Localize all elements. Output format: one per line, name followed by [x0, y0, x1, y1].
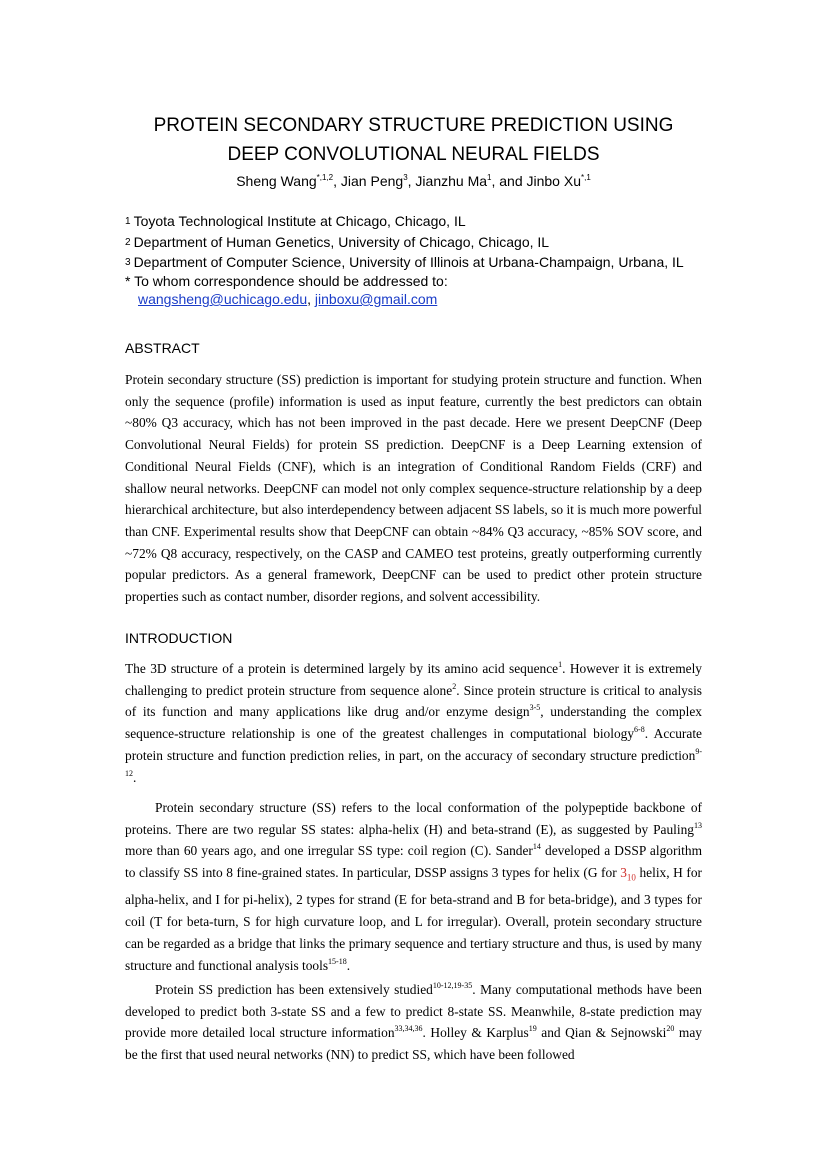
correspondence-text: * To whom correspondence should be addressed to:	[125, 273, 448, 289]
citation: 10-12,19-35	[432, 981, 473, 990]
author-list	[100, 172, 727, 190]
citation: 20	[666, 1024, 675, 1034]
subscript: 10	[626, 872, 636, 883]
text-run: may be the first that used neural networks (NN) to predict SS, which have been followed	[125, 1025, 702, 1063]
citation: 15-18	[328, 956, 347, 966]
author-separator: ,	[333, 173, 341, 189]
text-run: . Accurate protein structure and function prediction relies, in part, on the accuracy of secondary structure prediction	[125, 726, 703, 763]
text-run: .	[346, 957, 351, 973]
intro-paragraph-2	[125, 797, 702, 976]
text-run: Protein SS prediction has been extensively studied	[155, 982, 433, 997]
text-run: The 3D structure of a protein is determined largely by its amino acid sequence	[125, 661, 559, 676]
author-separator: ,	[407, 173, 416, 189]
correspondence-note	[125, 272, 725, 308]
affiliation-text: Department of Computer Science, University of Illinois at Urbana-Champaign, Urbana, IL	[133, 254, 684, 270]
intro-paragraph-1	[125, 658, 702, 788]
email-link-wang[interactable]: wangsheng@uchicago.edu	[138, 291, 308, 307]
author-name: Sheng Wang	[236, 173, 317, 189]
text-run: . However it is extremely challenging to predict protein structure from sequence alone	[125, 661, 702, 698]
text-run: and Qian & Sejnowski	[536, 1025, 667, 1041]
author-separator: , and	[491, 173, 527, 189]
affiliation-marker: 2	[125, 237, 131, 248]
citation: 13	[694, 820, 702, 830]
affiliation-marker: 1	[125, 216, 131, 227]
citation: 6-8	[634, 725, 645, 735]
affiliation-text: Toyota Technological Institute at Chicago, Chicago, IL	[133, 213, 466, 229]
author-marker: *,1,2	[316, 173, 334, 182]
author-marker: 1	[487, 173, 492, 182]
abstract-heading: ABSTRACT	[125, 340, 200, 356]
intro-paragraph-3	[125, 979, 702, 1066]
citation: 33,34,36	[394, 1024, 423, 1034]
text-run: . Many computational methods have been developed to predict both 3-state SS and a few to predict 8-state SS. Meanwhile, 8-state prediction may provide more detailed local structure information	[125, 982, 702, 1041]
citation: 9-12	[125, 746, 702, 778]
abstract-paragraph: Protein secondary structure (SS) prediction is important for studying protein structure and function. When only the sequence (profile) information is used as input feature, currently the best predictors can obtain ~80% Q3 accuracy, which has not been improved in the past decade. Here we present DeepCNF (Deep Convolutional Neural Fields) for protein SS prediction. DeepCNF is a Deep Learning extension of Conditional Neural Fields (CNF), which is an integration of Conditional Random Fields (CRF) and shallow neural networks. DeepCNF can model not only complex sequence-structure relationship by a deep hierarchical architecture, but also interdependency between adjacent SS labels, so it is much more powerful than CNF. Experimental results show that DeepCNF can obtain ~84% Q3 accuracy, ~85% SOV score, and ~72% Q8 accuracy, respectively, on the CASP and CAMEO test proteins, greatly outperforming currently popular predictors. As a general framework, DeepCNF can be used to predict other protein structure properties such as contact number, disorder regions, and solvent accessibility.	[125, 372, 702, 605]
email-link-xu[interactable]: jinboxu@gmail.com	[314, 291, 438, 307]
text-run: . Holley & Karplus	[422, 1025, 529, 1041]
author-name: Jianzhu Ma	[415, 173, 488, 189]
citation: 19	[528, 1024, 537, 1034]
affiliation-text: Department of Human Genetics, University of Chicago, Chicago, IL	[133, 234, 550, 250]
introduction-heading: INTRODUCTION	[125, 630, 233, 646]
affiliation-2	[125, 233, 725, 251]
author-name: Jinbo Xu	[526, 173, 581, 189]
citation: 3-5	[529, 703, 541, 713]
text-run: 3	[620, 865, 627, 881]
affiliation-marker: 3	[125, 257, 131, 268]
text-run: developed a DSSP algorithm to classify SS into 8 fine-grained states. In particular, DSSP assigns 3 types for helix (G for	[125, 843, 703, 881]
text-run: , understanding the complex sequence-structure relationship is one of the greatest challenges in computational biology	[125, 704, 702, 742]
citation: 14	[532, 842, 541, 852]
affiliation-3	[125, 253, 725, 271]
text-run: .	[133, 769, 137, 785]
author-name: Jian Peng	[340, 173, 404, 189]
title-line-1: PROTEIN SECONDARY STRUCTURE PREDICTION USING	[153, 115, 674, 136]
text-run: . Since protein structure is critical to analysis of its function and many applications like drug and/or enzyme design	[125, 682, 702, 720]
email-separator: ,	[307, 291, 315, 307]
citation: 2	[452, 681, 457, 691]
title-line-2: DEEP CONVOLUTIONAL NEURAL FIELDS	[227, 144, 600, 165]
author-marker: 3	[403, 173, 408, 182]
author-marker: *,1	[580, 173, 591, 182]
text-run: Protein secondary structure (SS) refers to the local conformation of the polypeptide backbone of proteins. There are two regular SS states: alpha-helix (H) and beta-strand (E), as suggested by Pauling	[125, 800, 702, 837]
correspondence-emails	[125, 290, 725, 308]
citation: 1	[558, 660, 563, 669]
highlighted-helix-type	[620, 865, 636, 883]
text-run: more than 60 years ago, and one irregular SS type: coil region (C). Sander	[125, 843, 533, 859]
affiliation-1	[125, 212, 725, 230]
text-run: helix, H for alpha-helix, and I for pi-helix), 2 types for strand (E for beta-strand and B for beta-bridge), and 3 types for coil (T for beta-turn, S for high curvature loop, and L for irregular). Overall, protein secondary structure can be regarded as a bridge that links the primary sequence and tertiary structure and thus, is used by many structure and functional analysis tools	[125, 865, 702, 973]
paper-title	[100, 111, 727, 169]
